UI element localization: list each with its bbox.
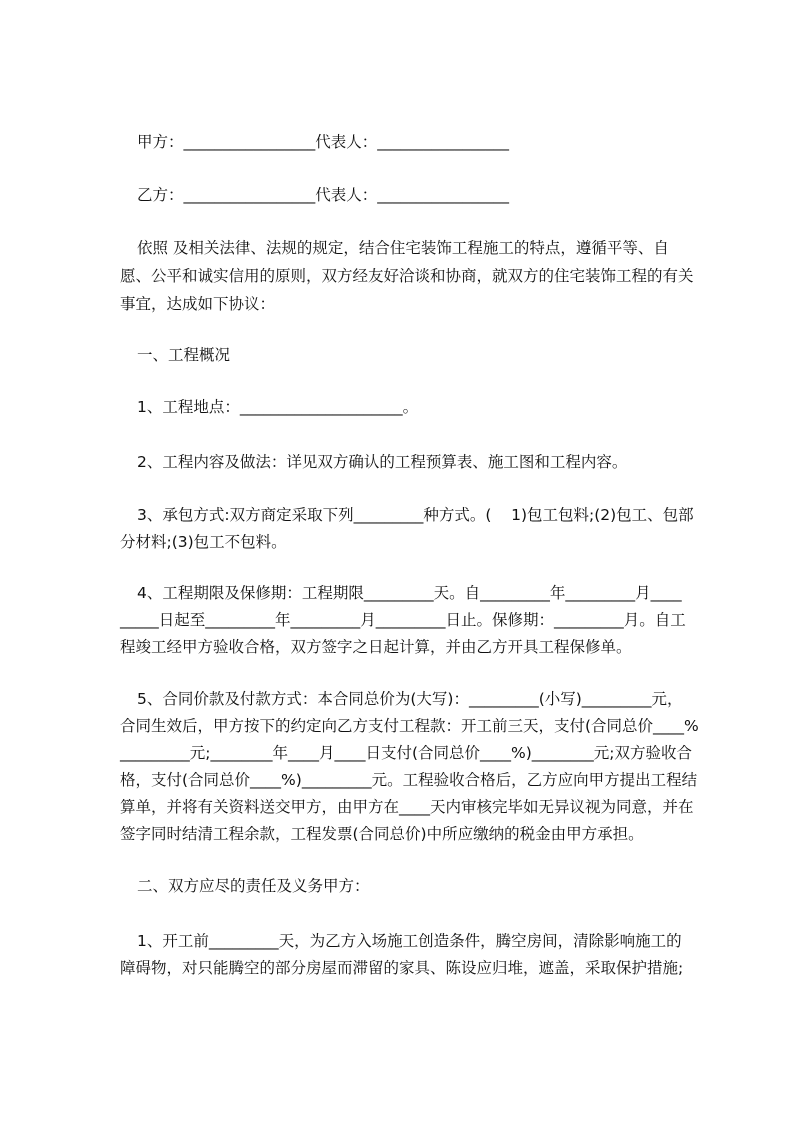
item-1-location: 1、工程地点：_____________________。	[137, 398, 419, 416]
section-1-title: 一、工程概况	[137, 346, 231, 364]
item-3-line-2: 分材料;(3)包工不包料。	[120, 533, 287, 551]
item-5-line-6: 签字同时结清工程余款，工程发票(合同总价)中所应缴纳的税金由甲方承担。	[120, 825, 644, 843]
item-4-line-2: _____日起至_________年_________月_________日止。保修期：_________月。自工	[120, 611, 686, 629]
item-5-line-2: 合同生效后，甲方按下的约定向乙方支付工程款：开工前三天，支付(合同总价____%	[120, 717, 699, 735]
item-3-line-1: 3、承包方式:双方商定采取下列_________种方式。( 1)包工包料;(2)包工、包部	[137, 506, 694, 524]
item-5-line-4: 格，支付(合同总价____%)_________元。工程验收合格后，乙方应向甲方提出工程结	[120, 771, 698, 789]
item-5-line-3: _________元;________年____月____日支付(合同总价____%)________元;双方验收合	[120, 744, 693, 762]
item-2-content: 2、工程内容及做法：详见双方确认的工程预算表、施工图和工程内容。	[137, 453, 628, 471]
intro-line-3: 事宜，达成如下协议：	[120, 295, 276, 313]
party-b-line: 乙方：_________________代表人：_________________	[137, 186, 510, 204]
item-4-line-3: 程竣工经甲方验收合格，双方签字之日起计算，并由乙方开具工程保修单。	[120, 638, 632, 656]
duty-1-line-2: 障碍物，对只能腾空的部分房屋而滞留的家具、陈设应归堆，遮盖，采取保护措施;	[120, 959, 684, 977]
duty-1-line-1: 1、开工前_________天，为乙方入场施工创造条件，腾空房间，清除影响施工的	[137, 932, 682, 950]
item-4-line-1: 4、工程期限及保修期：工程期限_________天。自_________年_________月____	[137, 584, 682, 602]
section-2-title: 二、双方应尽的责任及义务甲方：	[137, 877, 370, 895]
intro-line-2: 愿、公平和诚实信用的原则，双方经友好洽谈和协商，就双方的住宅装饰工程的有关	[120, 267, 694, 285]
item-5-line-5: 算单，并将有关资料送交甲方，由甲方在____天内审核完毕如无异议视为同意，并在	[120, 798, 694, 816]
party-a-line: 甲方：_________________代表人：_________________	[137, 133, 510, 151]
intro-line-1: 依照 及相关法律、法规的规定，结合住宅装饰工程施工的特点，遵循平等、自	[137, 239, 669, 257]
item-5-line-1: 5、合同价款及付款方式：本合同总价为(大写)：_________(小写)_________元，	[137, 690, 683, 708]
